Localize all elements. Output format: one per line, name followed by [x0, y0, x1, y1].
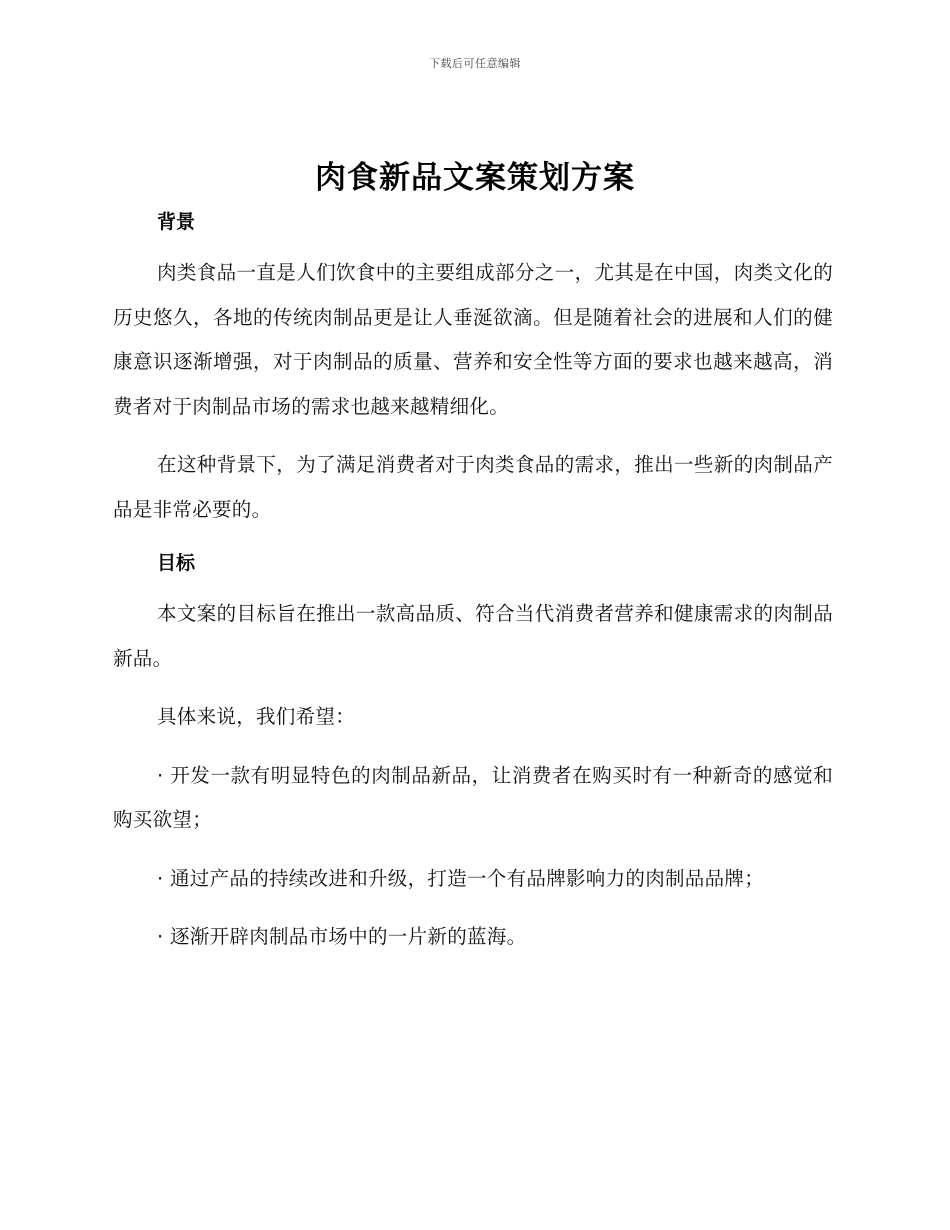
- background-paragraph-2: 在这种背景下，为了满足消费者对于肉类食品的需求，推出一些新的肉制品产品是非常必要的。: [113, 453, 833, 521]
- document-body: [113, 205, 833, 960]
- goal-paragraph-2: 具体来说，我们希望：: [157, 705, 356, 728]
- goal-paragraph-1: 本文案的目标旨在推出一款高品质、符合当代消费者营养和健康需求的肉制品新品。: [113, 602, 833, 670]
- section-heading-background: 背景: [157, 211, 196, 233]
- document-title: 肉食新品文案策划方案: [315, 160, 635, 196]
- goal-bullet-2: · 通过产品的持续改进和升级，打造一个有品牌影响力的肉制品品牌；: [157, 866, 764, 890]
- goal-bullet-3: · 逐渐开辟肉制品市场中的一片新的蓝海。: [157, 925, 527, 948]
- header-note: 下载后可任意编辑: [429, 57, 521, 70]
- section-heading-goal: 目标: [157, 552, 196, 574]
- background-paragraph-1: 肉类食品一直是人们饮食中的主要组成部分之一，尤其是在中国，肉类文化的历史悠久，各地的传统肉制品更是让人垂涎欲滴。但是随着社会的进展和人们的健康意识逐渐增强，对于肉制品的质量、营养和安全性等方面的要求也越来越高，消费者对于肉制品市场的需求也越来越精细化。: [113, 261, 833, 418]
- goal-bullet-1: · 开发一款有明显特色的肉制品新品，让消费者在购买时有一种新奇的感觉和购买欲望；: [113, 763, 833, 831]
